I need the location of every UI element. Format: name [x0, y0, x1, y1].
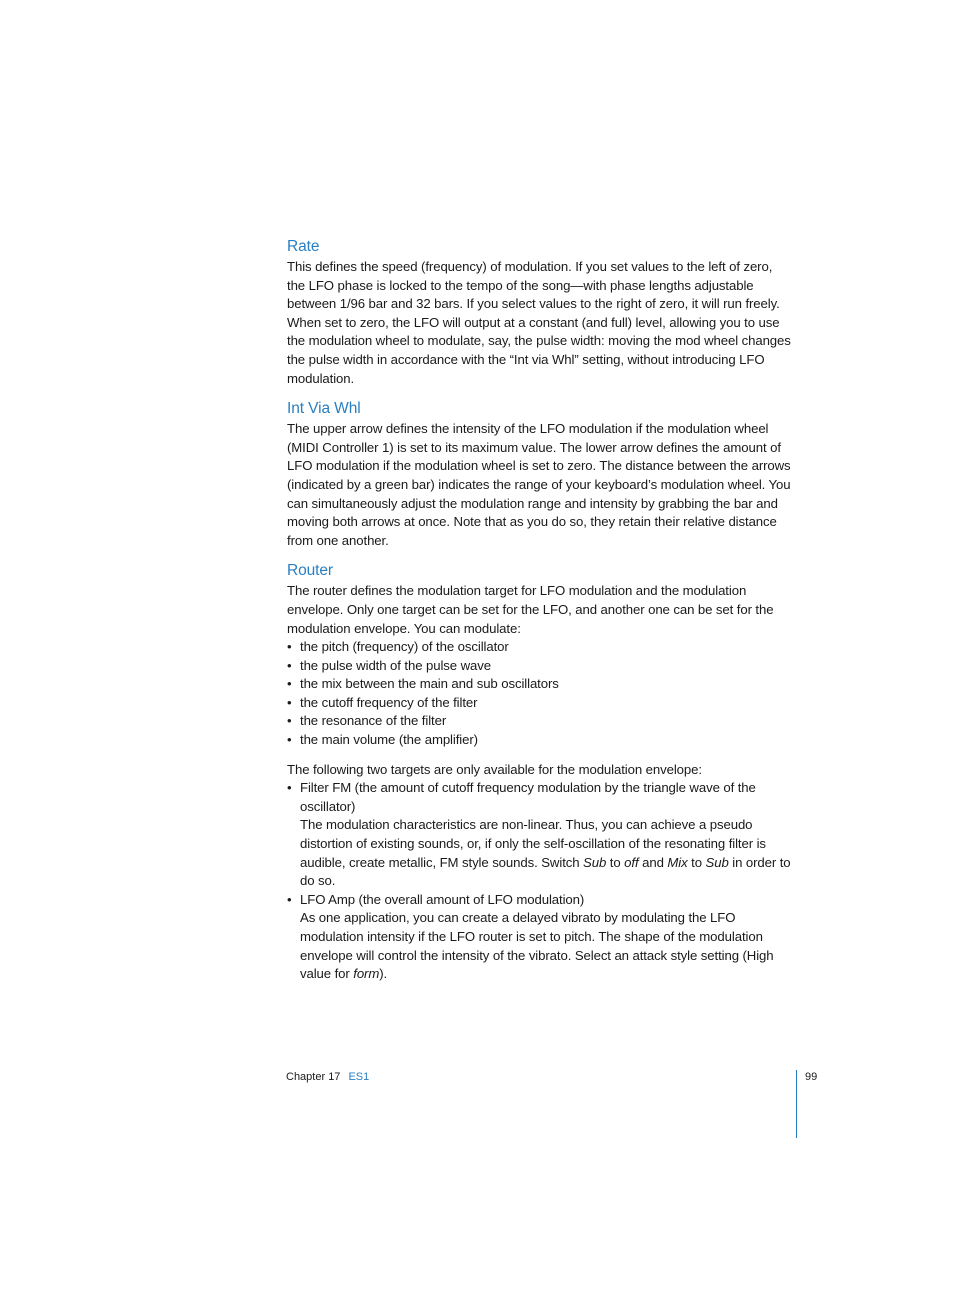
- filter-fm-title: Filter FM (the amount of cutoff frequency modulation by the triangle wave of the oscillator): [300, 780, 756, 814]
- envelope-targets-intro: The following two targets are only available for the modulation envelope:: [287, 761, 702, 777]
- int-via-whl-paragraph: The upper arrow defines the intensity of the LFO modulation if the modulation wheel (MIDI Controller 1) is set to its maximum value. The lower arrow defines the amount of LFO modulation if the modulation wheel is set to zero. The distance between the arrows (indicated by a green bar) indicates the range of your keyboard’s modulation wheel. You can simultaneously adjust the modulation range and intensity by grabbing the bar and moving both arrows at once. Note that as you do so, they retain their relative distance from one another.: [287, 421, 791, 548]
- filter-fm-description: The modulation characteristics are non-linear. Thus, you can achieve a pseudo distortion of existing sounds, or, if only the self-oscillation of the resonating filter is audible, create metallic, FM style sounds. Switch Sub to off and Mix to Sub in order to do so.: [300, 817, 791, 889]
- bullet-icon: •: [287, 694, 292, 710]
- page-footer: [286, 1069, 369, 1085]
- lfo-amp-description: As one application, you can create a delayed vibrato by modulating the LFO modulation intensity if the LFO router is set to pitch. The shape of the modulation envelope will control the intensity of the vibrato. Select an attack style setting (High value for form).: [300, 910, 774, 982]
- bullet-icon: •: [287, 713, 292, 729]
- bullet-icon: •: [287, 732, 292, 748]
- page-content: [287, 236, 793, 984]
- section-heading-int-via-whl: Int Via Whl: [287, 400, 361, 418]
- list-item: • the resonance of the filter: [287, 712, 793, 731]
- section-heading-rate: Rate: [287, 238, 320, 255]
- footer-chapter-title: ES1: [348, 1071, 370, 1083]
- list-item: • the pulse width of the pulse wave: [287, 657, 793, 676]
- bullet-icon: •: [287, 657, 292, 673]
- list-item-lfo-amp: [287, 891, 793, 984]
- list-item: • the main volume (the amplifier): [287, 731, 793, 750]
- page-number: 99: [805, 1071, 818, 1083]
- bullet-icon: •: [287, 891, 292, 907]
- section-heading-router: Router: [287, 562, 333, 580]
- bullet-icon: •: [287, 676, 292, 692]
- footer-divider: [796, 1070, 797, 1138]
- list-item: • the cutoff frequency of the filter: [287, 694, 793, 713]
- router-intro-paragraph: The router defines the modulation target for LFO modulation and the modulation envelope. Only one target can be set for the LFO, and another one can be set for the modulation envelope. You can modulate:: [287, 583, 774, 636]
- footer-chapter: Chapter 17: [286, 1071, 341, 1083]
- lfo-amp-title: LFO Amp (the overall amount of LFO modulation): [300, 891, 585, 907]
- rate-paragraph: This defines the speed (frequency) of modulation. If you set values to the left of zero, the LFO phase is locked to the tempo of the song—with phase lengths adjustable between 1/96 bar and 32 bars. If you select values to the right of zero, it will run freely. When set to zero, the LFO will output at a constant (and full) level, allowing you to use the modulation wheel to modulate, say, the pulse width: moving the mod wheel changes the pulse width in accordance with the “Int via Whl” setting, without introducing LFO modulation.: [287, 259, 791, 386]
- list-item-filter-fm: [287, 779, 793, 891]
- list-item: • the pitch (frequency) of the oscillator: [287, 638, 793, 657]
- bullet-icon: •: [287, 780, 292, 796]
- envelope-targets-list: [287, 779, 793, 984]
- router-targets-list: [287, 638, 793, 750]
- list-item: • the mix between the main and sub oscillators: [287, 675, 793, 694]
- bullet-icon: •: [287, 639, 292, 655]
